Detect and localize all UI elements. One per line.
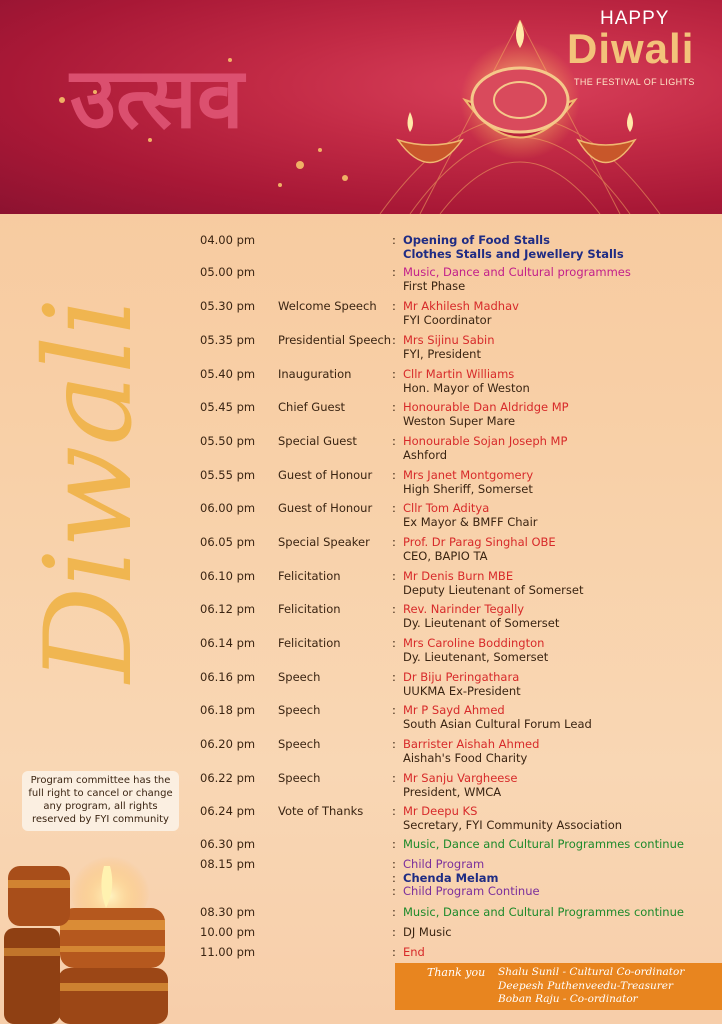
lamps-illustration <box>0 848 180 1024</box>
schedule-time: 06.00 pm <box>200 501 256 515</box>
colon-separator: : <box>392 434 396 448</box>
schedule-primary: End <box>403 945 425 959</box>
colon-separator: : <box>392 636 396 650</box>
schedule-primary: Barrister Aishah Ahmed <box>403 737 540 751</box>
schedule-primary: Honourable Sojan Joseph MP <box>403 434 568 448</box>
schedule-secondary: Hon. Mayor of Weston <box>403 380 530 395</box>
colon-separator: : <box>392 857 396 871</box>
schedule-time: 05.30 pm <box>200 299 256 313</box>
schedule-primary: Cllr Martin Williams <box>403 367 515 381</box>
schedule-details <box>403 906 684 920</box>
schedule-role: Welcome Speech <box>278 299 377 313</box>
schedule-details <box>403 234 624 261</box>
colon-separator: : <box>392 602 396 616</box>
schedule-time: 05.40 pm <box>200 367 256 381</box>
schedule-details <box>403 704 592 731</box>
thank-you-line: Shalu Sunil - Cultural Co-ordinator <box>498 966 685 978</box>
schedule-secondary: Deputy Lieutenant of Somerset <box>403 582 584 597</box>
schedule-primary: Mr P Sayd Ahmed <box>403 703 505 717</box>
schedule-time: 11.00 pm <box>200 945 256 959</box>
schedule-primary: Rev. Narinder Tegally <box>403 602 525 616</box>
schedule-role: Chief Guest <box>278 400 346 414</box>
colon-separator: : <box>392 233 396 247</box>
colon-separator: : <box>392 569 396 583</box>
schedule-details <box>403 858 540 899</box>
schedule-time: 06.16 pm <box>200 670 256 684</box>
colon-separator: : <box>392 501 396 515</box>
schedule-secondary: Aishah's Food Charity <box>403 750 528 765</box>
schedule-secondary: Ashford <box>403 447 448 462</box>
schedule-details <box>403 926 452 940</box>
colon-separator: : <box>392 905 396 919</box>
schedule-primary: Mr Deepu KS <box>403 804 478 818</box>
schedule-time: 06.20 pm <box>200 737 256 751</box>
schedule-role: Felicitation <box>278 602 341 616</box>
schedule-role: Felicitation <box>278 636 341 650</box>
colon-separator: : <box>392 400 396 414</box>
schedule-secondary: FYI Coordinator <box>403 312 492 327</box>
schedule-secondary: Dy. Lieutenant, Somerset <box>403 649 549 664</box>
colon-separator: : <box>392 265 396 279</box>
schedule-primary: Mrs Sijinu Sabin <box>403 333 495 347</box>
schedule-secondary: High Sheriff, Somerset <box>403 481 533 496</box>
schedule-secondary: Dy. Lieutenant of Somerset <box>403 615 560 630</box>
thank-you-names <box>498 966 684 1007</box>
schedule-details <box>403 671 521 698</box>
colon-separator: : <box>392 771 396 785</box>
colon-separator: : <box>392 804 396 818</box>
schedule-details <box>403 401 569 428</box>
schedule-secondary: Ex Mayor & BMFF Chair <box>403 514 538 529</box>
thank-you-line: Boban Raju - Co-ordinator <box>498 993 638 1005</box>
schedule-details <box>403 637 548 664</box>
schedule-primary: Music, Dance and Cultural Programmes continue <box>403 905 684 919</box>
schedule-role: Speech <box>278 737 321 751</box>
schedule-primary: Music, Dance and Cultural Programmes continue <box>403 837 684 851</box>
schedule-time: 10.00 pm <box>200 925 256 939</box>
schedule-details <box>403 536 556 563</box>
schedule-details <box>403 435 567 462</box>
schedule-time: 06.14 pm <box>200 636 256 650</box>
colon-separator: : <box>392 737 396 751</box>
schedule-details <box>403 334 495 361</box>
schedule-secondary: South Asian Cultural Forum Lead <box>403 716 592 731</box>
schedule-secondary: Weston Super Mare <box>403 413 516 428</box>
schedule-role: Felicitation <box>278 569 341 583</box>
colon-separator: : <box>392 333 396 347</box>
schedule-time: 06.24 pm <box>200 804 256 818</box>
schedule-details <box>403 469 533 496</box>
schedule-details <box>403 300 519 327</box>
schedule-details <box>403 838 684 852</box>
schedule-details <box>403 603 559 630</box>
colon-separator: : <box>392 837 396 851</box>
schedule-role: Speech <box>278 670 321 684</box>
schedule-details <box>403 738 539 765</box>
schedule-secondary: Child Program Continue <box>403 884 540 898</box>
schedule-details <box>403 570 584 597</box>
schedule-time: 05.50 pm <box>200 434 256 448</box>
schedule-time: 06.18 pm <box>200 703 256 717</box>
schedule-time: 06.30 pm <box>200 837 256 851</box>
colon-separator: : <box>392 703 396 717</box>
schedule-primary: Mrs Janet Montgomery <box>403 468 534 482</box>
colon-separator: : <box>392 945 396 959</box>
schedule-role: Speech <box>278 771 321 785</box>
schedule-details <box>403 266 631 293</box>
colon-separator: : <box>392 670 396 684</box>
festival-tagline: THE FESTIVAL OF LIGHTS <box>574 77 695 87</box>
schedule-time: 08.15 pm <box>200 857 256 871</box>
thank-you-line: Deepesh Puthenveedu-Treasurer <box>498 979 673 992</box>
schedule-primary: Prof. Dr Parag Singhal OBE <box>403 535 556 549</box>
schedule-role: Guest of Honour <box>278 501 373 515</box>
schedule-details <box>403 946 425 960</box>
schedule-time: 05.55 pm <box>200 468 256 482</box>
schedule-details <box>403 805 622 832</box>
schedule-time: 05.00 pm <box>200 265 256 279</box>
thank-you-bar <box>395 963 722 1010</box>
schedule-secondary: Clothes Stalls and Jewellery Stalls <box>403 246 624 261</box>
schedule-time: 06.12 pm <box>200 602 256 616</box>
schedule-time: 04.00 pm <box>200 233 256 247</box>
side-script-text: Diwali <box>20 297 159 683</box>
schedule-role: Special Speaker <box>278 535 370 549</box>
schedule-primary: DJ Music <box>403 925 452 939</box>
schedule-details <box>403 368 530 395</box>
schedule-primary: Mrs Caroline Boddington <box>403 636 545 650</box>
committee-note: Program committee has the full right to cancel or change any program, all rights reserved by FYI community <box>22 771 179 831</box>
schedule-secondary: FYI, President <box>403 346 481 361</box>
diwali-title: Diwali <box>567 25 695 72</box>
schedule-details <box>403 502 538 529</box>
schedule-secondary: Chenda Melam <box>403 870 499 885</box>
schedule-role: Guest of Honour <box>278 468 373 482</box>
schedule-time: 06.22 pm <box>200 771 256 785</box>
schedule-time: 08.30 pm <box>200 905 256 919</box>
colon-separator: : <box>392 870 396 885</box>
schedule-primary: Cllr Tom Aditya <box>403 501 490 515</box>
utsav-text: उत्सव <box>70 49 244 147</box>
schedule-secondary: UUKMA Ex-President <box>403 683 521 698</box>
schedule-role: Special Guest <box>278 434 357 448</box>
schedule-time: 06.05 pm <box>200 535 256 549</box>
colon-separator: : <box>392 925 396 939</box>
clay-lamp-icon <box>58 848 168 1024</box>
schedule-primary: Mr Denis Burn MBE <box>403 569 514 583</box>
schedule-primary: Mr Akhilesh Madhav <box>403 299 519 313</box>
schedule-time: 06.10 pm <box>200 569 256 583</box>
colon-separator: : <box>392 535 396 549</box>
schedule-role: Presidential Speech <box>278 333 392 347</box>
schedule-secondary: First Phase <box>403 278 466 293</box>
schedule-secondary: Secretary, FYI Community Association <box>403 817 623 832</box>
colon-separator: : <box>392 468 396 482</box>
colon-separator: : <box>392 884 396 898</box>
schedule-secondary: President, WMCA <box>403 784 502 799</box>
schedule-primary: Dr Biju Peringathara <box>403 670 520 684</box>
schedule-primary: Child Program <box>403 857 485 871</box>
happy-text: HAPPY <box>600 8 670 29</box>
schedule-primary: Opening of Food Stalls <box>403 233 550 247</box>
schedule-primary: Music, Dance and Cultural programmes <box>403 265 631 279</box>
schedule-role: Speech <box>278 703 321 717</box>
colon-separator: : <box>392 367 396 381</box>
schedule-time: 05.35 pm <box>200 333 256 347</box>
colon-separator: : <box>392 299 396 313</box>
schedule-role: Vote of Thanks <box>278 804 364 818</box>
thank-you-label: Thank you <box>427 966 486 979</box>
schedule-time: 05.45 pm <box>200 400 256 414</box>
schedule-primary: Mr Sanju Vargheese <box>403 771 518 785</box>
schedule-details <box>403 772 517 799</box>
schedule-secondary: CEO, BAPIO TA <box>403 548 488 563</box>
schedule-role: Inauguration <box>278 367 352 381</box>
schedule-primary: Honourable Dan Aldridge MP <box>403 400 569 414</box>
